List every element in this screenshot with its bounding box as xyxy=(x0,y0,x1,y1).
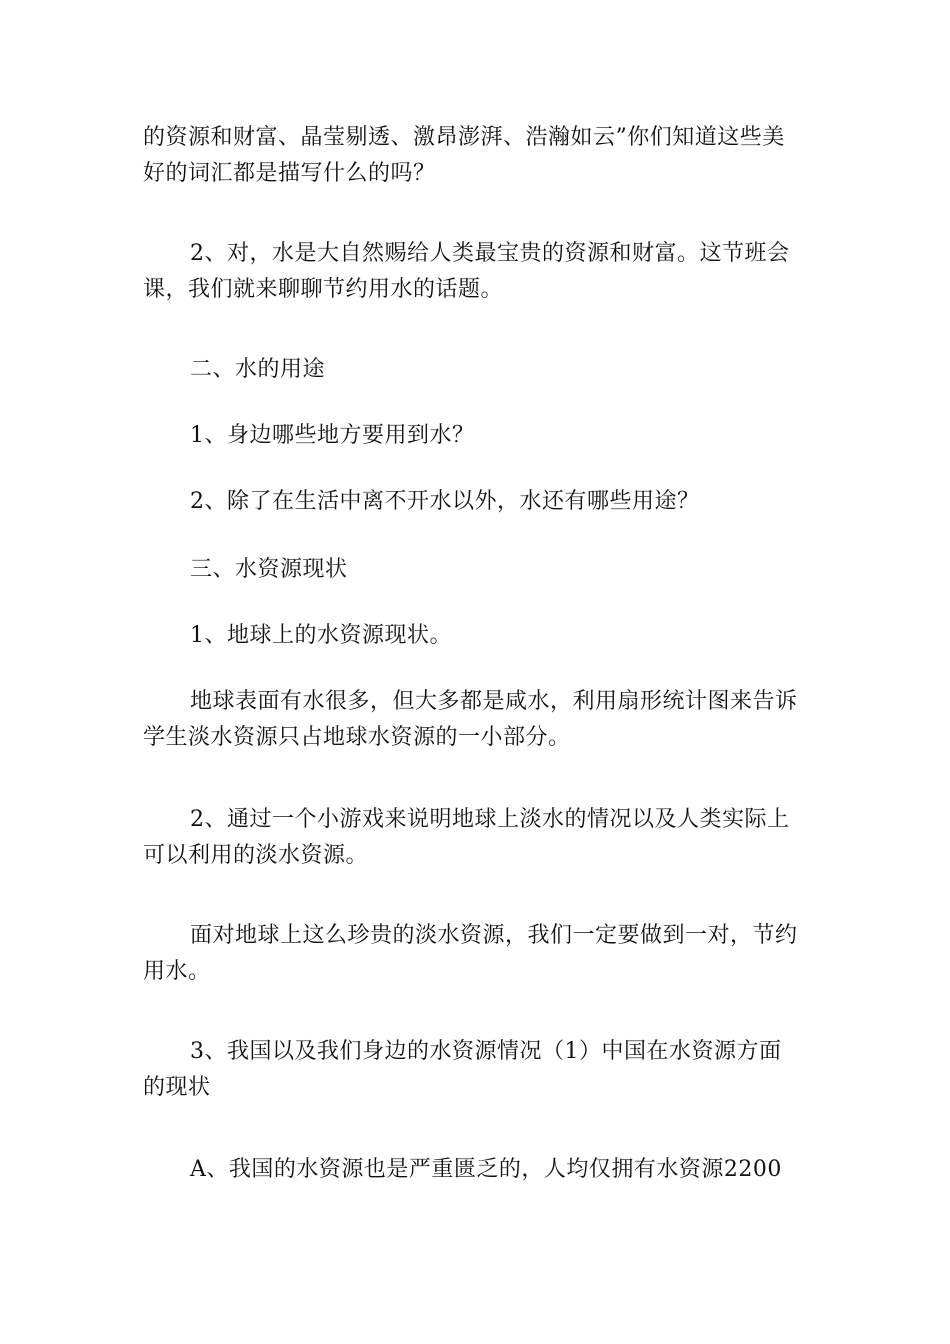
section-heading-water-status: 三、水资源现状 xyxy=(190,557,348,582)
paragraph-china-status: 3、我国以及我们身边的水资源情况（1）中国在水资源方面的现状 xyxy=(143,1039,782,1100)
list-item-question-2: 2、除了在生活中离不开水以外，水还有哪些用途？ xyxy=(190,489,700,514)
paragraph-answer: 2、对，水是大自然赐给人类最宝贵的资源和财富。这节班会课，我们就来聊聊节约用水的话题。 xyxy=(143,241,790,302)
paragraph-saltwater: 地球表面有水很多，但大多都是咸水，利用扇形统计图来告诉学生淡水资源只占地球水资源的一小部分。 xyxy=(143,689,798,750)
paragraph-game: 2、通过一个小游戏来说明地球上淡水的情况以及人类实际上可以利用的淡水资源。 xyxy=(143,807,790,868)
section-heading-water-uses: 二、水的用途 xyxy=(190,357,326,382)
paragraph-continuation: 的资源和财富、晶莹剔透、激昂澎湃、浩瀚如云”你们知道这些美好的词汇都是描写什么的吗？ xyxy=(143,125,785,186)
list-item-earth-water: 1、地球上的水资源现状。 xyxy=(190,623,452,648)
list-item-question-1: 1、身边哪些地方要用到水？ xyxy=(190,423,475,448)
paragraph-scarcity: A、我国的水资源也是严重匮乏的，人均仅拥有水资源2200 xyxy=(190,1157,782,1182)
paragraph-save-water: 面对地球上这么珍贵的淡水资源，我们一定要做到一对，节约用水。 xyxy=(143,923,798,984)
